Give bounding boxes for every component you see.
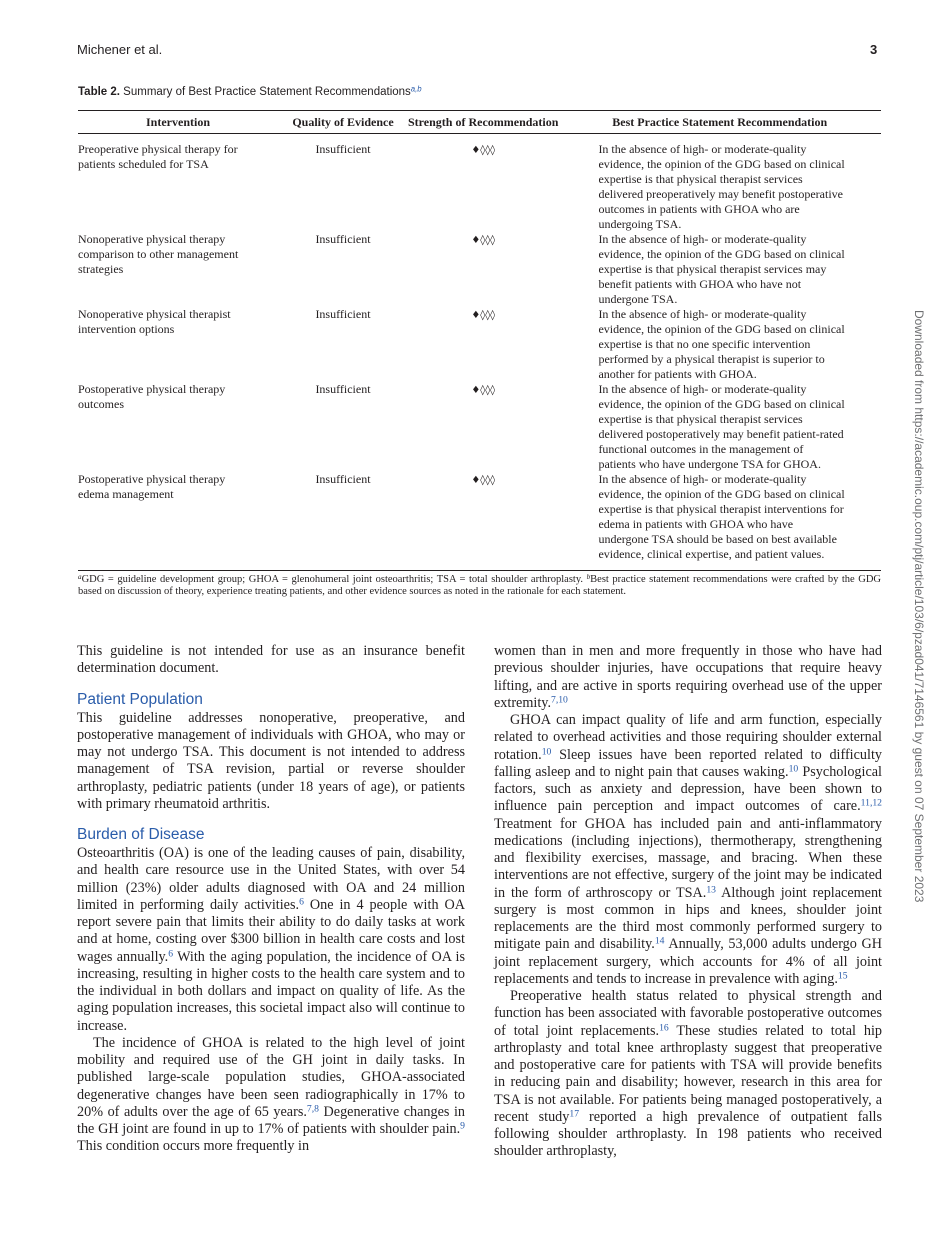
table-footnote: $^a$GDG = guideline development group; GHOA = glenohumeral joint osteoarthritis; TSA = total shoulder arthroplasty. $^b$Best practice statement recommendations were crafted by the GDG based on discussion of theory, experience treating patients, and other evidence sources as noted in the rationale for each statement.: [78, 572, 882, 597]
citation-link[interactable]: 6: [299, 896, 304, 908]
column-header-quality: Quality of Evidence: [278, 111, 408, 134]
intervention-cell: Postoperative physical therapy outcomes: [78, 382, 226, 411]
body-column-left: [77, 643, 465, 1156]
paragraph-continued: women than in men and more frequently in those who have had previous shoulder injuries, have occupations that require heavy lifting, and are active in sports requiring overhead use of the upper extremity.$^{7,10}$: [494, 643, 882, 711]
table-caption: [78, 86, 422, 98]
strength-rating-icon: ♦◊◊◊: [471, 145, 496, 156]
intervention-cell: Nonoperative physical therapist intervention options: [78, 307, 231, 336]
citation-link[interactable]: 6: [168, 948, 174, 960]
strength-cell: [408, 307, 558, 382]
strength-rating-icon: ♦◊◊◊: [471, 310, 496, 321]
intervention-cell: Postoperative physical therapy edema management: [78, 472, 278, 571]
paragraph-preoperative: Preoperative health status related to physical strength and function has been associated with favorable postoperative outcomes of total joint replacements.$^{16}$ These studies related to total hip arthroplasty and total knee arthroplasty suggest that preoperative and postoperative care for patients with TSA will provide benefits in reducing pain and disability; however, research in this area for TSA is not available. For patients being managed postoperatively, a recent study$^{17}$ reported a high prevalence of outpatient falls following shoulder arthroplasty. In 198 patients who received shoulder arthroplasty,: [494, 988, 882, 1160]
paragraph-intro: This guideline is not intended for use as an insurance benefit determination document.: [77, 643, 465, 677]
strength-rating-icon: ♦◊◊◊: [471, 385, 496, 396]
recommendation-cell: In the absence of high- or moderate-quality evidence, the opinion of the GDG based on clinical expertise is that no one specific intervention performed by a physical therapist is superior to another for patients with GHOA.: [598, 307, 845, 381]
citation-link[interactable]: 14: [654, 935, 665, 947]
citation-link[interactable]: 15: [837, 970, 848, 982]
quality-cell: Insufficient: [278, 472, 408, 571]
citation-link[interactable]: 7,10: [551, 694, 568, 706]
section-heading-patient-population: Patient Population: [77, 690, 203, 708]
section-heading-burden-of-disease: Burden of Disease: [77, 826, 205, 843]
paragraph-patient-population: This guideline addresses nonoperative, preoperative, and postoperative management of individuals with GHOA, who may or may not undergo TSA. This document is not intended to address management of TSA revision, partial or reverse shoulder arthroplasty, pediatric patients (under 18 years of age), or patients with primary rheumatoid arthritis.: [77, 709, 465, 812]
paragraph-burden-1: Osteoarthritis (OA) is one of the leading causes of pain, disability, and health care resource use in the United States, with over 54 million (23%) older adults diagnosed with OA and 24 million limited in performing daily activities.$^6$ One in 4 people with OA report severe pain that limits their ability to do daily tasks at work and at home, costing over $300 billion in health care costs and lost wages annually.$^6$ With the aging population, the incidence of OA is increasing, resulting in higher costs to the health care system and to the individual in both dollars and impact on quality of life. As the aging population increases, this societal impact also will continue to increase.: [77, 845, 465, 1034]
recommendation-cell: In the absence of high- or moderate-quality evidence, the opinion of the GDG based on clinical expertise is that physical therapist services delivered preoperatively may benefit postoperative outcomes in patients with GHOA who are undergoing TSA.: [598, 142, 845, 231]
quality-cell: Insufficient: [315, 307, 371, 321]
paragraph-impact: GHOA can impact quality of life and arm function, especially related to overhead activities and those requiring shoulder external rotation.$^{10}$ Sleep issues have been reported related to difficulty falling asleep and to night pain that causes waking.$^{10}$ Psychological factors, such as anxiety and depression, have been shown to influence pain perception and impact outcomes of care.$^{11,12}$ Treatment for GHOA has included pain and anti-inflammatory medications (including injections), thermotherapy, strengthening and flexibility exercises, massage, and bracing. When these interventions are not effective, surgery of the joint may be indicated in the form of arthroscopy or TSA.$^{13}$ Although joint replacement surgery is most common in hips and knees, shoulder joint replacements are the third most commonly performed surgery to mitigate pain and disability.$^{14}$ Annually, 53,000 adults undergo GH joint replacement surgery, which accounts for 4% of all joint replacements and tends to increase in prevalence with aging.$^{15}$: [494, 712, 882, 987]
download-watermark: Downloaded from https://academic.oup.com/ptj/article/103/6/pzad041/7146561 by guest on 07 September 2023: [912, 310, 926, 903]
citation-link[interactable]: 7,8: [306, 1103, 319, 1115]
table-header-row: [78, 111, 881, 134]
table-row: [78, 307, 881, 382]
quality-cell: Insufficient: [315, 232, 371, 246]
table-label: Table 2.: [78, 86, 120, 98]
intervention-cell: Preoperative physical therapy for patients scheduled for TSA: [78, 142, 238, 171]
quality-cell: Insufficient: [315, 142, 371, 156]
intervention-cell: Nonoperative physical therapy comparison to other management strategies: [78, 232, 239, 276]
strength-cell: [408, 134, 558, 233]
table-row: [78, 382, 881, 472]
table-title-notes: a,b: [410, 84, 422, 94]
strength-cell: [408, 472, 558, 571]
citation-link[interactable]: 11,12: [860, 797, 882, 809]
table-row: [78, 134, 881, 233]
citation-link[interactable]: 10: [541, 746, 552, 758]
recommendation-cell: In the absence of high- or moderate-quality evidence, the opinion of the GDG based on clinical expertise is that physical therapist interventions for edema in patients with GHOA who have undergone TSA should be based on best available evidence, clinical expertise, and patient values.: [558, 472, 881, 571]
quality-cell: Insufficient: [315, 382, 371, 396]
page-number: 3: [870, 42, 878, 57]
citation-link[interactable]: 9: [460, 1120, 465, 1132]
body-column-right: [494, 643, 882, 1161]
paragraph-burden-2: The incidence of GHOA is related to the high level of joint mobility and required use of the GH joint in daily tasks. In published large-scale population studies, GHOA-associated degenerative changes have been seen radiographically in 17% to 20% of adults over the age of 65 years.$^{7,8}$ Degenerative changes in the GH joint are found in up to 17% of patients with shoulder pain.$^9$ This condition occurs more frequently in: [77, 1034, 465, 1155]
recommendations-table: [78, 110, 881, 571]
citation-link[interactable]: 13: [706, 884, 716, 896]
citation-link[interactable]: 10: [788, 763, 799, 775]
recommendation-cell: In the absence of high- or moderate-quality evidence, the opinion of the GDG based on clinical expertise is that physical therapist services may benefit patients with GHOA who have not undergone TSA.: [598, 232, 845, 306]
table-row: [78, 232, 881, 307]
strength-rating-icon: ♦◊◊◊: [471, 475, 496, 486]
column-header-strength: Strength of Recommendation: [408, 111, 558, 134]
strength-rating-icon: ♦◊◊◊: [471, 235, 496, 246]
citation-link[interactable]: 17: [569, 1108, 580, 1120]
strength-cell: [408, 382, 558, 472]
table-row: [78, 472, 881, 571]
column-header-intervention: Intervention: [78, 111, 278, 134]
table-title: Summary of Best Practice Statement Recommendations: [123, 86, 411, 98]
strength-cell: [408, 232, 558, 307]
recommendation-cell: In the absence of high- or moderate-quality evidence, the opinion of the GDG based on clinical expertise is that physical therapist services delivered postoperatively may benefit patient-rated functional outcomes in the management of patients who have undergone TSA for GHOA.: [598, 382, 845, 471]
column-header-recommendation: Best Practice Statement Recommendation: [558, 111, 881, 134]
running-head: Michener et al.: [77, 42, 163, 57]
citation-link[interactable]: 16: [659, 1022, 669, 1034]
